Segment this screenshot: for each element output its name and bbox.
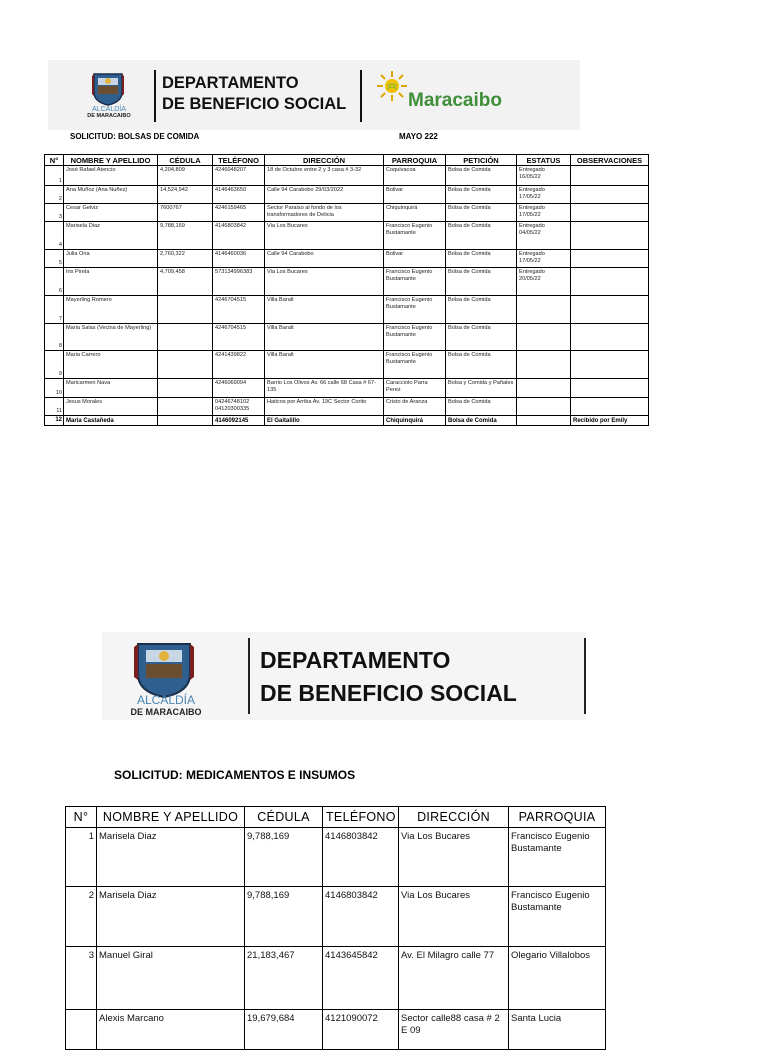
column-header: N° bbox=[45, 155, 64, 166]
department-title-line2: DE BENEFICIO SOCIAL bbox=[162, 95, 347, 113]
column-header: N° bbox=[66, 807, 97, 828]
cell-obs bbox=[571, 398, 649, 416]
cell-obs bbox=[571, 268, 649, 296]
cell-peticion: Bolsa de Comida bbox=[446, 296, 517, 324]
column-header: NOMBRE Y APELLIDO bbox=[97, 807, 245, 828]
letterhead-bottom bbox=[102, 632, 586, 720]
logo-text-bottom: DE MARACAIBO bbox=[87, 113, 131, 119]
table-row bbox=[45, 351, 649, 379]
cell-estatus bbox=[517, 296, 571, 324]
column-header: PARROQUIA bbox=[384, 155, 446, 166]
cell-cedula bbox=[158, 324, 213, 351]
column-header: CÉDULA bbox=[245, 807, 323, 828]
cell-n bbox=[66, 1010, 97, 1050]
cell-n: 3 bbox=[66, 947, 97, 1010]
cell-telefono: 4246069094 bbox=[213, 379, 265, 398]
cell-parroquia: Coquivacoa bbox=[384, 166, 446, 186]
cell-n: 8 bbox=[45, 324, 64, 351]
cell-direccion: Calle 94 Carabobo 29/03/2022 bbox=[265, 186, 384, 204]
cell-peticion: Bolsa de Comida bbox=[446, 250, 517, 268]
table-header-row bbox=[45, 155, 649, 166]
cell-parroquia: Francisco Eugenio Bustamante bbox=[384, 222, 446, 250]
cell-obs bbox=[571, 296, 649, 324]
table-row bbox=[45, 379, 649, 398]
cell-cedula: 2,760,322 bbox=[158, 250, 213, 268]
maracaibo-brand-logo: Maracaibo bbox=[408, 90, 502, 111]
cell-telefono: 4246048207 bbox=[213, 166, 265, 186]
cell-peticion: Bolsa de Comida bbox=[446, 166, 517, 186]
table-row bbox=[45, 416, 649, 426]
cell-cedula bbox=[158, 351, 213, 379]
cell-telefono: 4146803842 bbox=[213, 222, 265, 250]
logo-text bbox=[108, 694, 224, 718]
cell-direccion: 18 de Octubre entre 2 y 3 casa # 3-32 bbox=[265, 166, 384, 186]
cell-cedula: 9,788,169 bbox=[158, 222, 213, 250]
column-header: PETICIÓN bbox=[446, 155, 517, 166]
cell-parroquia: Francisco Eugenio Bustamante bbox=[384, 351, 446, 379]
cell-cedula bbox=[158, 296, 213, 324]
cell-estatus: Entregado 17/05/22 bbox=[517, 186, 571, 204]
column-header: PARROQUIA bbox=[509, 807, 606, 828]
cell-parroquia: Caracciolo Parra Perez bbox=[384, 379, 446, 398]
cell-direccion: Villa Baralt bbox=[265, 351, 384, 379]
cell-cedula: 4,204,809 bbox=[158, 166, 213, 186]
cell-direccion: Sector Paraiso al fondo de los transformadores de Delicia bbox=[265, 204, 384, 222]
cell-nombre: Maricarmen Nava bbox=[64, 379, 158, 398]
cell-telefono: 04246748102 04120300335 bbox=[213, 398, 265, 416]
cell-estatus: Entregado 04/05/22 bbox=[517, 222, 571, 250]
logo-text-top: ALCALDÍA bbox=[136, 693, 196, 707]
cell-n: 10 bbox=[45, 379, 64, 398]
cell-obs: Recibido por Emily bbox=[571, 416, 649, 426]
cell-peticion: Bolsa de Comida bbox=[446, 398, 517, 416]
cell-obs bbox=[571, 204, 649, 222]
cell-nombre: Mayerling Romero bbox=[64, 296, 158, 324]
divider bbox=[584, 638, 586, 714]
department-title bbox=[162, 73, 346, 115]
cell-cedula: 21,183,467 bbox=[245, 947, 323, 1010]
table-row bbox=[45, 268, 649, 296]
cell-telefono: 4246159465 bbox=[213, 204, 265, 222]
cell-telefono: 4146460036 bbox=[213, 250, 265, 268]
cell-parroquia: Francisco Eugenio Bustamante bbox=[384, 324, 446, 351]
cell-telefono: 573134996383 bbox=[213, 268, 265, 296]
cell-peticion: Bolsa de Comida bbox=[446, 416, 517, 426]
cell-estatus bbox=[517, 398, 571, 416]
table-row bbox=[45, 222, 649, 250]
cell-direccion: Villa Baralt bbox=[265, 324, 384, 351]
divider bbox=[248, 638, 250, 714]
cell-direccion: Barrio Los Olivos Av. 66 calle 68 Casa # 67-135 bbox=[265, 379, 384, 398]
cell-nombre: Cesar Gelviz bbox=[64, 204, 158, 222]
department-title bbox=[260, 644, 517, 710]
table-row bbox=[45, 250, 649, 268]
table-row bbox=[66, 947, 606, 1010]
cell-telefono: 4143645842 bbox=[323, 947, 399, 1010]
letterhead-top bbox=[48, 60, 580, 130]
cell-cedula: 14,524,942 bbox=[158, 186, 213, 204]
logo-text bbox=[76, 106, 142, 120]
cell-peticion: Bolsa de Comida bbox=[446, 324, 517, 351]
table-row bbox=[66, 828, 606, 887]
cell-direccion: Haticos por Arriba Av. 19C Sector Corito bbox=[265, 398, 384, 416]
cell-nombre: Maria Salas (Vecina de Mayerling) bbox=[64, 324, 158, 351]
medicines-table bbox=[65, 806, 606, 1050]
cell-peticion: Bolsa y Comida y Pañales bbox=[446, 379, 517, 398]
column-header: TELÉFONO bbox=[213, 155, 265, 166]
cell-cedula: 19,679,684 bbox=[245, 1010, 323, 1050]
cell-n: 6 bbox=[45, 268, 64, 296]
cell-estatus: Entregado 16/05/22 bbox=[517, 166, 571, 186]
logo-text-bottom: DE MARACAIBO bbox=[130, 707, 202, 717]
cell-n: 3 bbox=[45, 204, 64, 222]
solicitud-title: SOLICITUD: MEDICAMENTOS E INSUMOS bbox=[114, 768, 356, 782]
table-row bbox=[66, 1010, 606, 1050]
cell-cedula bbox=[158, 379, 213, 398]
cell-nombre: Marisela Diaz bbox=[97, 828, 245, 887]
cell-obs bbox=[571, 222, 649, 250]
cell-direccion: Av. El Milagro calle 77 bbox=[399, 947, 509, 1010]
cell-estatus bbox=[517, 351, 571, 379]
food-bags-table bbox=[44, 154, 649, 426]
cell-direccion: Sector calle88 casa # 2 E 09 bbox=[399, 1010, 509, 1050]
cell-cedula: 4,709,458 bbox=[158, 268, 213, 296]
cell-nombre: Julia Oria bbox=[64, 250, 158, 268]
table-row bbox=[45, 166, 649, 186]
cell-direccion: Via Los Bucares bbox=[399, 828, 509, 887]
cell-cedula: 9,788,169 bbox=[245, 887, 323, 947]
cell-telefono: 4246704515 bbox=[213, 324, 265, 351]
department-title-line1: DEPARTAMENTO bbox=[260, 647, 451, 673]
department-title-line2: DE BENEFICIO SOCIAL bbox=[260, 680, 517, 706]
cell-estatus: Entregado 20/05/22 bbox=[517, 268, 571, 296]
cell-parroquia: Santa Lucia bbox=[509, 1010, 606, 1050]
cell-parroquia: Bolivar bbox=[384, 250, 446, 268]
cell-cedula bbox=[158, 416, 213, 426]
table-row bbox=[45, 324, 649, 351]
cell-direccion: Calle 94 Carabobo bbox=[265, 250, 384, 268]
cell-obs bbox=[571, 379, 649, 398]
column-header: NOMBRE Y APELLIDO bbox=[64, 155, 158, 166]
cell-obs bbox=[571, 186, 649, 204]
cell-parroquia: Francisco Eugenio Bustamante bbox=[384, 296, 446, 324]
cell-direccion: Via Los Bucares bbox=[265, 222, 384, 250]
cell-nombre: Jesus Morales bbox=[64, 398, 158, 416]
table-row bbox=[45, 398, 649, 416]
column-header: DIRECCIÓN bbox=[399, 807, 509, 828]
solicitud-month: MAYO 222 bbox=[399, 132, 438, 141]
cell-cedula: 7600767 bbox=[158, 204, 213, 222]
cell-estatus: Entregado 17/05/22 bbox=[517, 204, 571, 222]
column-header: CÉDULA bbox=[158, 155, 213, 166]
cell-telefono: 4246704515 bbox=[213, 296, 265, 324]
cell-nombre: José Rafael Atencio bbox=[64, 166, 158, 186]
cell-n: 9 bbox=[45, 351, 64, 379]
cell-peticion: Bolsa de Comida bbox=[446, 204, 517, 222]
cell-parroquia: Bolivar bbox=[384, 186, 446, 204]
column-header: DIRECCIÓN bbox=[265, 155, 384, 166]
cell-direccion: El Gaitalillo bbox=[265, 416, 384, 426]
cell-telefono: 4146463650 bbox=[213, 186, 265, 204]
cell-nombre: Marisela Diaz bbox=[97, 887, 245, 947]
cell-nombre: Alexis Marcano bbox=[97, 1010, 245, 1050]
cell-parroquia: Francisco Eugenio Bustamante bbox=[384, 268, 446, 296]
cell-cedula bbox=[158, 398, 213, 416]
cell-nombre: Marisela Diaz bbox=[64, 222, 158, 250]
cell-telefono: 4146803842 bbox=[323, 887, 399, 947]
cell-nombre: Ana Muñoz (Ana Nuñez) bbox=[64, 186, 158, 204]
cell-nombre: Manuel Giral bbox=[97, 947, 245, 1010]
cell-estatus bbox=[517, 379, 571, 398]
cell-parroquia: Chiquinquirá bbox=[384, 204, 446, 222]
cell-peticion: Bolsa de Comida bbox=[446, 268, 517, 296]
cell-cedula: 9,788,169 bbox=[245, 828, 323, 887]
table-row bbox=[45, 296, 649, 324]
cell-obs bbox=[571, 324, 649, 351]
solicitud-title: SOLICITUD: BOLSAS DE COMIDA bbox=[70, 132, 200, 141]
cell-parroquia: Chiquinquirá bbox=[384, 416, 446, 426]
cell-n: 1 bbox=[66, 828, 97, 887]
cell-direccion: Via Los Bucares bbox=[265, 268, 384, 296]
alcaldia-seal-logo bbox=[128, 638, 200, 698]
cell-n: 2 bbox=[66, 887, 97, 947]
cell-parroquia: Francisco Eugenio Bustamante bbox=[509, 828, 606, 887]
sun-logo-icon bbox=[376, 70, 408, 102]
column-header: TELÉFONO bbox=[323, 807, 399, 828]
cell-telefono: 4121090072 bbox=[323, 1010, 399, 1050]
cell-peticion: Bolsa de Comida bbox=[446, 222, 517, 250]
table-row bbox=[45, 186, 649, 204]
cell-telefono: 4241439822 bbox=[213, 351, 265, 379]
cell-nombre: Maria Carrero bbox=[64, 351, 158, 379]
divider bbox=[154, 70, 156, 122]
cell-peticion: Bolsa de Comida bbox=[446, 351, 517, 379]
cell-n: 7 bbox=[45, 296, 64, 324]
cell-obs bbox=[571, 166, 649, 186]
table-row bbox=[45, 204, 649, 222]
cell-obs bbox=[571, 250, 649, 268]
cell-nombre: Iris Pirela bbox=[64, 268, 158, 296]
cell-n: 11 bbox=[45, 398, 64, 416]
divider bbox=[360, 70, 362, 122]
cell-n: 12 bbox=[45, 416, 64, 426]
cell-parroquia: Francisco Eugenio Bustamante bbox=[509, 887, 606, 947]
cell-nombre: Maria Castañeda bbox=[64, 416, 158, 426]
cell-parroquia: Cristo de Aranza bbox=[384, 398, 446, 416]
column-header: ESTATUS bbox=[517, 155, 571, 166]
table-row bbox=[66, 887, 606, 947]
logo-text-top: ALCALDÍA bbox=[92, 106, 126, 113]
cell-peticion: Bolsa de Comida bbox=[446, 186, 517, 204]
cell-parroquia: Olegario Villalobos bbox=[509, 947, 606, 1010]
alcaldia-seal-logo bbox=[88, 70, 128, 106]
cell-estatus bbox=[517, 416, 571, 426]
cell-n: 5 bbox=[45, 250, 64, 268]
table-header-row bbox=[66, 807, 606, 828]
cell-obs bbox=[571, 351, 649, 379]
cell-direccion: Villa Baralt bbox=[265, 296, 384, 324]
cell-telefono: 4146803842 bbox=[323, 828, 399, 887]
cell-n: 2 bbox=[45, 186, 64, 204]
cell-direccion: Via Los Bucares bbox=[399, 887, 509, 947]
cell-estatus: Entregado 17/05/22 bbox=[517, 250, 571, 268]
department-title-line1: DEPARTAMENTO bbox=[162, 74, 299, 92]
cell-estatus bbox=[517, 324, 571, 351]
cell-n: 1 bbox=[45, 166, 64, 186]
cell-telefono: 4146092145 bbox=[213, 416, 265, 426]
cell-n: 4 bbox=[45, 222, 64, 250]
column-header: OBSERVACIONES bbox=[571, 155, 649, 166]
